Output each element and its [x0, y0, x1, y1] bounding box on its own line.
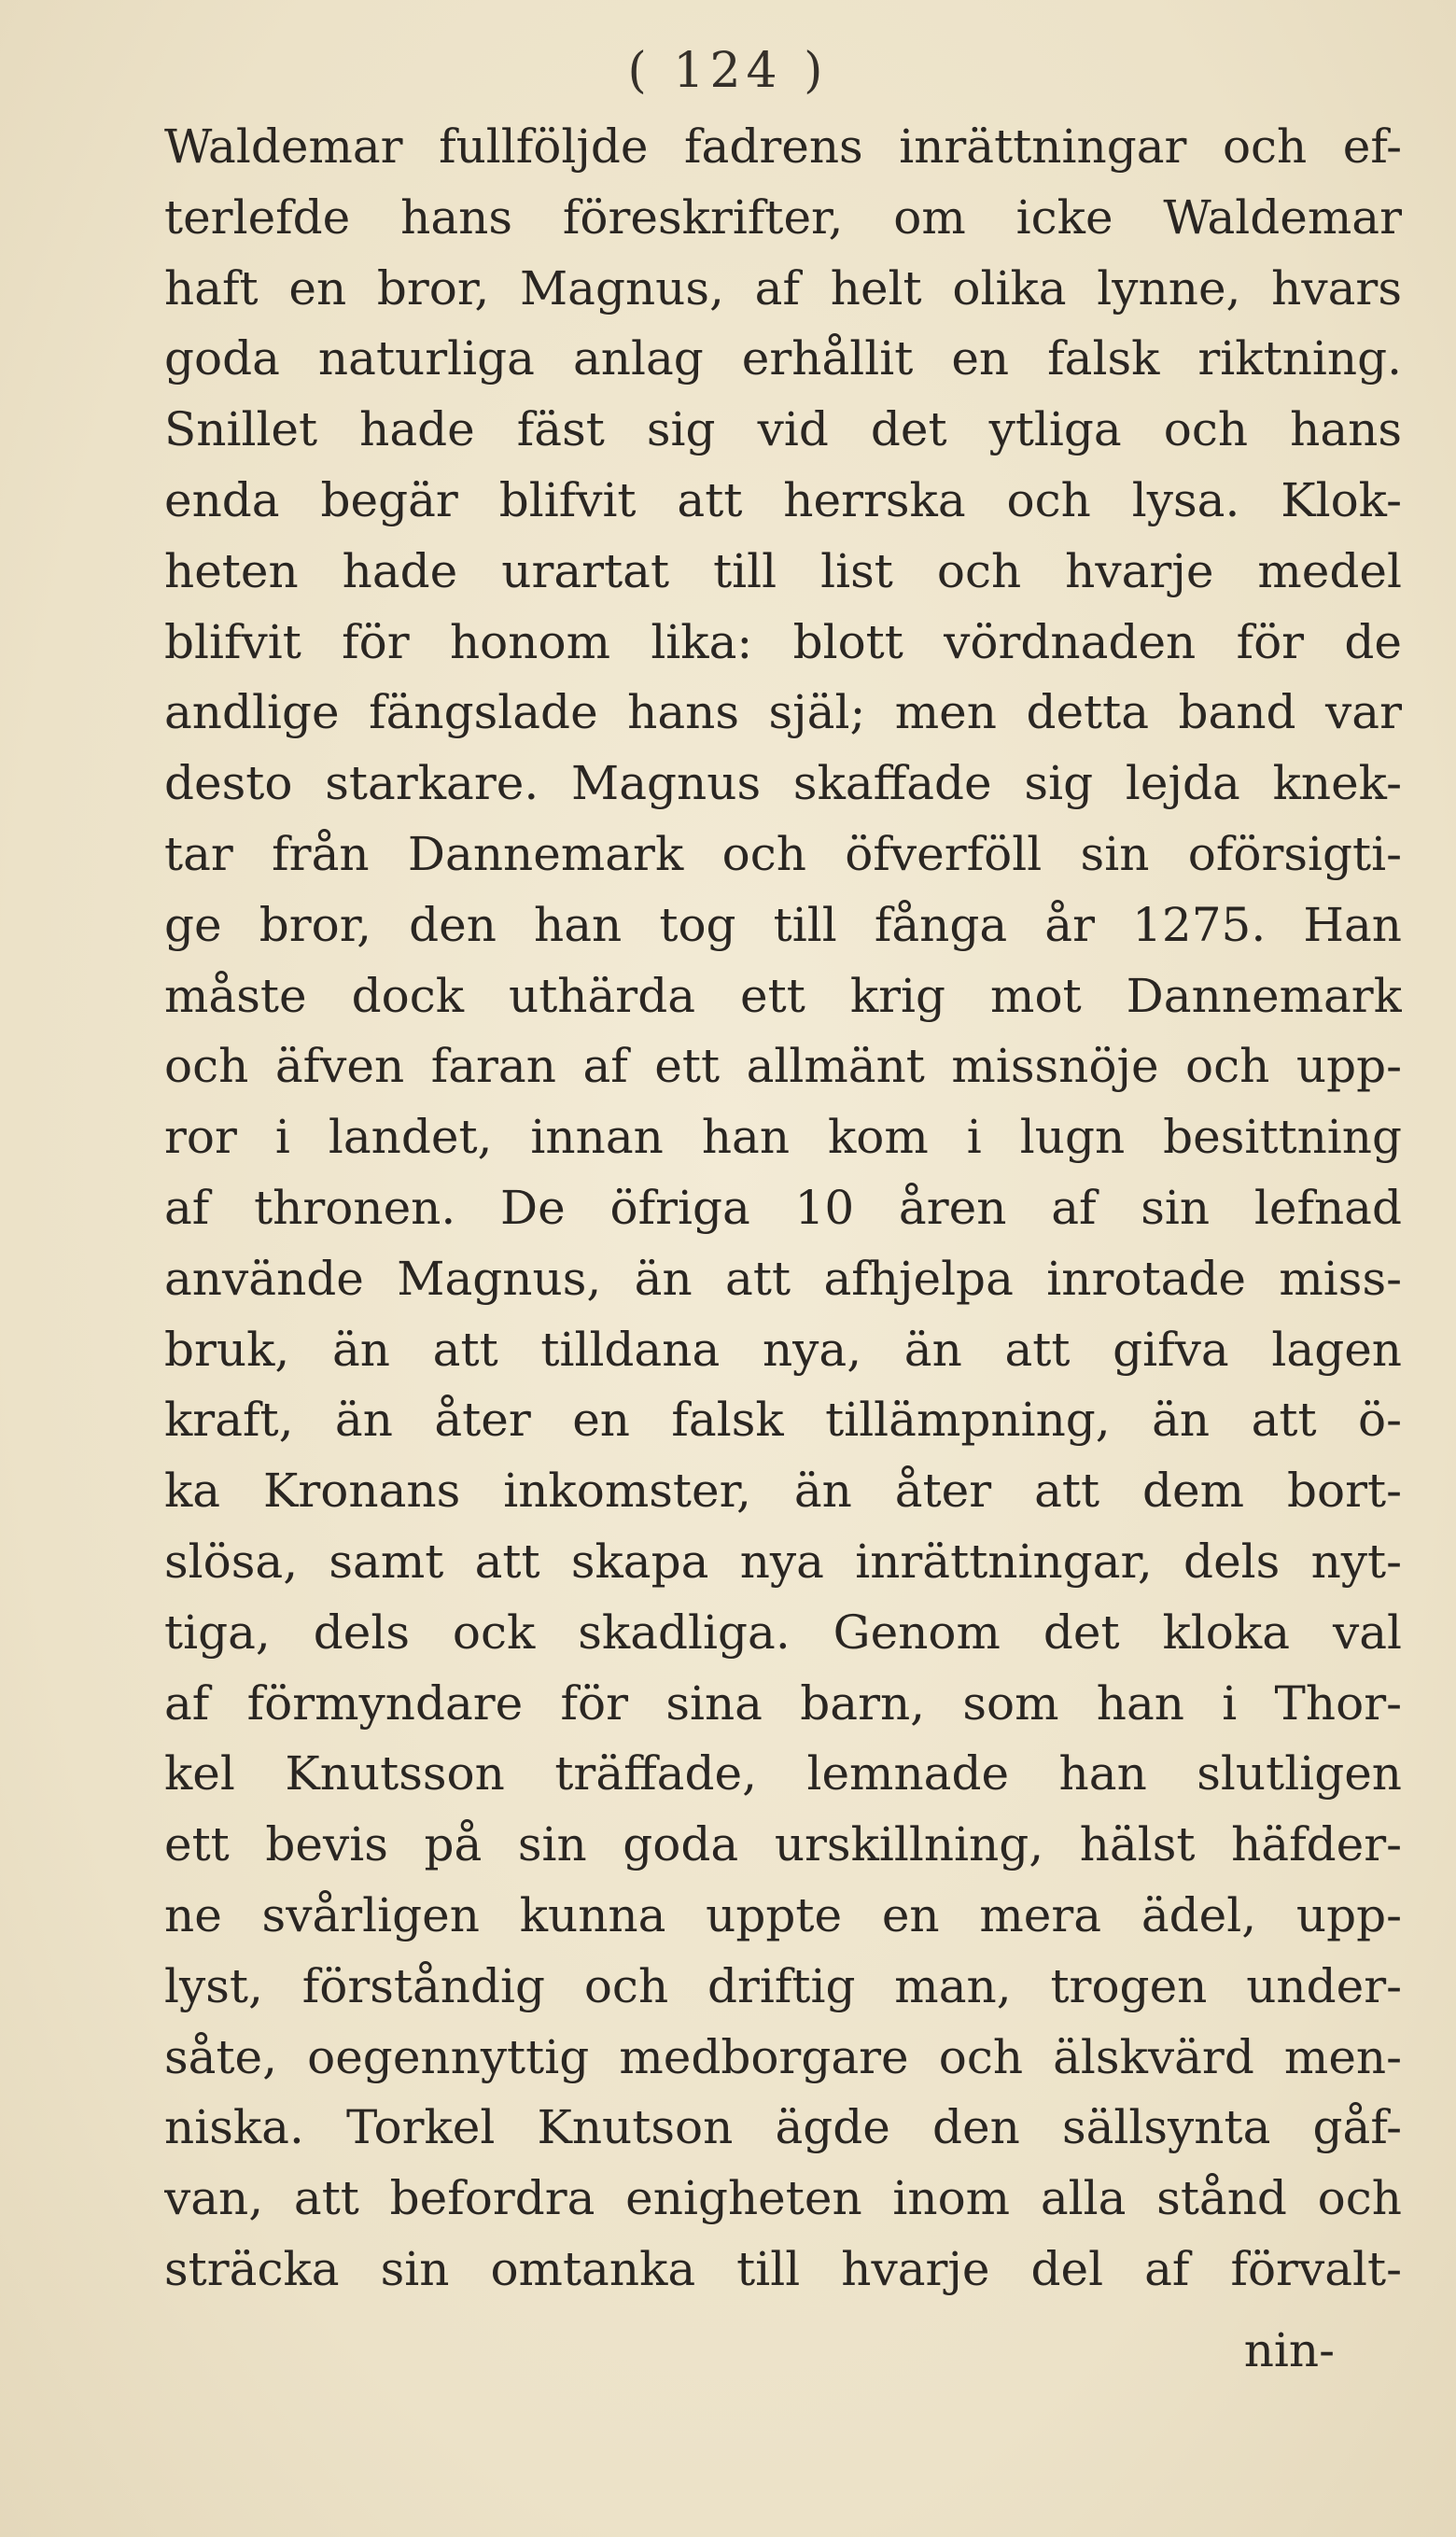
- text-line: ka Kronans inkomster, än åter att dem bort-: [164, 1464, 1402, 1519]
- text-line: andlige fängslade hans själ; men detta band var: [164, 685, 1402, 740]
- text-line: slösa, samt att skapa nya inrättningar, dels nyt-: [164, 1534, 1402, 1589]
- text-line: blifvit för honom lika: blott vördnaden för de: [164, 614, 1402, 669]
- body-text: [164, 112, 1402, 2306]
- text-line: terlefde hans föreskrifter, om icke Waldemar: [164, 189, 1402, 245]
- text-line: haft en bror, Magnus, af helt olika lynne, hvars: [164, 260, 1402, 315]
- text-line: kel Knutsson träffade, lemnade han slutligen: [164, 1746, 1402, 1801]
- text-line: och äfven faran af ett allmänt missnöje och upp-: [164, 1039, 1402, 1094]
- text-line: tar från Dannemark och öfverföll sin oförsigti-: [164, 826, 1402, 881]
- text-line: kraft, än åter en falsk tillämpning, än att ö-: [164, 1393, 1402, 1448]
- catchword: nin-: [1243, 2323, 1335, 2377]
- text-line: Waldemar fullföljde fadrens inrättningar och ef-: [164, 119, 1402, 174]
- text-line: använde Magnus, än att afhjelpa inrotade miss-: [164, 1251, 1402, 1306]
- text-line: heten hade urartat till list och hvarje medel: [164, 543, 1402, 598]
- text-line: af thronen. De öfriga 10 åren af sin lefnad: [164, 1180, 1402, 1235]
- text-line: enda begär blifvit att herrska och lysa. Klok-: [164, 472, 1402, 527]
- text-line: niska. Torkel Knutson ägde den sällsynta gåf-: [164, 2100, 1402, 2155]
- text-line: goda naturliga anlag erhållit en falsk riktning.: [164, 331, 1402, 386]
- text-line: sträcka sin omtanka till hvarje del af förvalt-: [164, 2241, 1402, 2296]
- text-line: ne svårligen kunna uppte en mera ädel, upp-: [164, 1887, 1402, 1942]
- text-line: lyst, förståndig och driftig man, trogen under-: [164, 1958, 1402, 2013]
- text-line: ror i landet, innan han kom i lugn besittning: [164, 1110, 1402, 1165]
- page-number: ( 124 ): [627, 43, 829, 99]
- text-line: van, att befordra enigheten inom alla stånd och: [164, 2171, 1402, 2226]
- text-line: tiga, dels ock skadliga. Genom det kloka val: [164, 1605, 1402, 1660]
- text-line: Snillet hade fäst sig vid det ytliga och hans: [164, 402, 1402, 457]
- text-line: såte, oegennyttig medborgare och älskvärd men-: [164, 2029, 1402, 2084]
- text-line: ett bevis på sin goda urskillning, hälst häfder-: [164, 1817, 1402, 1872]
- text-line: ge bror, den han tog till fånga år 1275. Han: [164, 897, 1402, 952]
- text-line: af förmyndare för sina barn, som han i Thor-: [164, 1675, 1402, 1731]
- text-line: måste dock uthärda ett krig mot Dannemark: [164, 968, 1402, 1023]
- text-line: desto starkare. Magnus skaffade sig lejda knek-: [164, 756, 1402, 811]
- text-line: bruk, än att tilldana nya, än att gifva lagen: [164, 1322, 1402, 1377]
